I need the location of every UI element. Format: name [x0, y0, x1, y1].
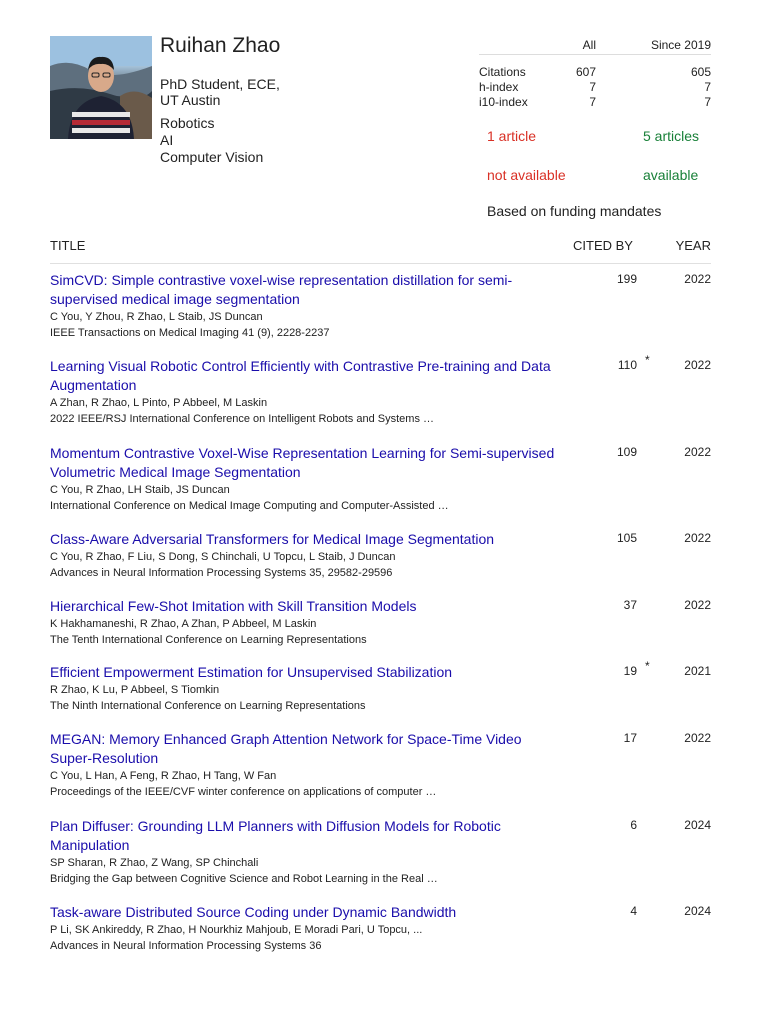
article-year: 2022: [684, 272, 711, 286]
public-access-note: Based on funding mandates: [487, 203, 662, 219]
stats-value-all: 607: [575, 65, 596, 79]
stats-col-since: Since 2019: [650, 38, 711, 52]
article-row: [50, 597, 711, 648]
article-row: [50, 444, 711, 514]
stats-label[interactable]: h-index: [479, 80, 519, 94]
stats-value-since: 7: [704, 95, 711, 109]
interest-link[interactable]: Robotics: [160, 115, 215, 131]
article-authors: K Hakhamaneshi, R Zhao, A Zhan, P Abbeel, M Laskin: [50, 618, 317, 630]
article-title-link[interactable]: Task-aware Distributed Source Coding under Dynamic Bandwidth: [50, 904, 457, 920]
article-authors: C You, L Han, A Feng, R Zhao, H Tang, W Fan: [50, 770, 277, 782]
interest-link[interactable]: AI: [160, 132, 174, 148]
article-authors: C You, R Zhao, F Liu, S Dong, S Chinchali, U Topcu, L Staib, J Duncan: [50, 551, 396, 563]
interest-link[interactable]: Computer Vision: [160, 149, 264, 165]
article-cited-by[interactable]: 19: [623, 664, 637, 678]
article-venue: The Tenth International Conference on Learning Representations: [50, 634, 367, 646]
article-venue: Proceedings of the IEEE/CVF winter conference on applications of computer …: [50, 786, 437, 798]
articles-table-header: [50, 236, 711, 264]
article-authors: R Zhao, K Lu, P Abbeel, S Tiomkin: [50, 684, 220, 696]
public-access-not-available-label[interactable]: not available: [487, 167, 566, 183]
affiliation-line-2: UT Austin: [160, 92, 221, 108]
article-authors: A Zhan, R Zhao, L Pinto, P Abbeel, M Laskin: [50, 397, 268, 409]
stats-header: [479, 38, 711, 55]
article-venue: Bridging the Gap between Cognitive Science and Robot Learning in the Real …: [50, 873, 438, 885]
article-title-link[interactable]: Efficient Empowerment Estimation for Unsupervised Stabilization: [50, 664, 453, 680]
citation-stats-table: [479, 38, 711, 110]
article-authors: P Li, SK Ankireddy, R Zhao, H Nourkhiz Mahjoub, E Moradi Pari, U Topcu, ...: [50, 924, 423, 936]
article-row: [50, 530, 711, 581]
article-title-link[interactable]: Plan Diffuser: Grounding LLM Planners with Diffusion Models for Robotic Manipulation: [50, 818, 501, 853]
article-title-link[interactable]: SimCVD: Simple contrastive voxel-wise representation distillation for semi-supervised medical image segmentation: [50, 272, 513, 307]
profile-affiliation: [160, 76, 280, 108]
profile-photo: [50, 36, 152, 139]
article-row: [50, 659, 711, 714]
article-year: 2022: [684, 358, 711, 372]
public-access-available-count[interactable]: 5 articles: [643, 128, 700, 144]
research-interests: [160, 115, 263, 166]
stats-value-all: 7: [589, 80, 596, 94]
stats-label[interactable]: Citations: [479, 65, 526, 79]
article-year: 2022: [684, 731, 711, 745]
stats-label[interactable]: i10-index: [479, 95, 528, 109]
article-row: [50, 817, 711, 887]
article-row: [50, 730, 711, 800]
article-venue: Advances in Neural Information Processing Systems 36: [50, 940, 322, 952]
stats-row-h-index: [479, 80, 711, 95]
article-cited-by[interactable]: 4: [630, 904, 637, 918]
sort-by-cited[interactable]: CITED BY: [573, 238, 633, 253]
article-title-link[interactable]: MEGAN: Memory Enhanced Graph Attention Network for Space-Time Video Super-Resolution: [50, 731, 522, 766]
sort-by-year[interactable]: YEAR: [675, 238, 711, 253]
stats-value-since: 7: [704, 80, 711, 94]
article-cited-by[interactable]: 6: [630, 818, 637, 832]
article-year: 2021: [684, 664, 711, 678]
affiliation-line-1: PhD Student, ECE,: [160, 76, 280, 92]
article-venue: Advances in Neural Information Processing Systems 35, 29582-29596: [50, 567, 393, 579]
stats-row-citations: [479, 65, 711, 80]
article-row: [50, 903, 711, 954]
article-cited-by[interactable]: 17: [623, 731, 637, 745]
article-title-link[interactable]: Learning Visual Robotic Control Efficiently with Contrastive Pre-training and Data Augmentation: [50, 358, 551, 393]
article-year: 2022: [684, 445, 711, 459]
article-cited-by[interactable]: 105: [616, 531, 637, 545]
article-year: 2024: [684, 904, 711, 918]
article-authors: C You, R Zhao, LH Staib, JS Duncan: [50, 484, 230, 496]
article-venue: The Ninth International Conference on Learning Representations: [50, 700, 366, 712]
article-star: *: [645, 659, 650, 673]
article-authors: C You, Y Zhou, R Zhao, L Staib, JS Duncan: [50, 311, 263, 323]
article-title-link[interactable]: Class-Aware Adversarial Transformers for Medical Image Segmentation: [50, 531, 495, 547]
stats-value-since: 605: [690, 65, 711, 79]
stats-row-i10-index: [479, 95, 711, 110]
profile-name: Ruihan Zhao: [160, 34, 281, 57]
stats-col-all: All: [582, 38, 596, 52]
article-venue: IEEE Transactions on Medical Imaging 41 (9), 2228-2237: [50, 327, 330, 339]
article-year: 2022: [684, 531, 711, 545]
stats-value-all: 7: [589, 95, 596, 109]
article-venue: International Conference on Medical Image Computing and Computer-Assisted …: [50, 500, 449, 512]
article-cited-by[interactable]: 109: [616, 445, 637, 459]
public-access-not-available-count[interactable]: 1 article: [487, 128, 537, 144]
article-cited-by[interactable]: 199: [616, 272, 637, 286]
article-star: *: [645, 353, 650, 367]
sort-by-title[interactable]: TITLE: [50, 238, 86, 253]
profile-photo-image: [50, 36, 152, 139]
article-row: [50, 353, 711, 427]
article-title-link[interactable]: Hierarchical Few-Shot Imitation with Skill Transition Models: [50, 598, 417, 614]
article-cited-by[interactable]: 110: [617, 358, 637, 372]
article-year: 2022: [684, 598, 711, 612]
article-authors: SP Sharan, R Zhao, Z Wang, SP Chinchali: [50, 857, 259, 869]
public-access-available-label[interactable]: available: [643, 167, 699, 183]
article-venue: 2022 IEEE/RSJ International Conference on Intelligent Robots and Systems …: [50, 413, 434, 425]
article-row: [50, 271, 711, 341]
article-title-link[interactable]: Momentum Contrastive Voxel-Wise Representation Learning for Semi-supervised Volumetric Medical Image Segmentation: [50, 445, 555, 480]
article-year: 2024: [684, 818, 711, 832]
article-cited-by[interactable]: 37: [623, 598, 637, 612]
